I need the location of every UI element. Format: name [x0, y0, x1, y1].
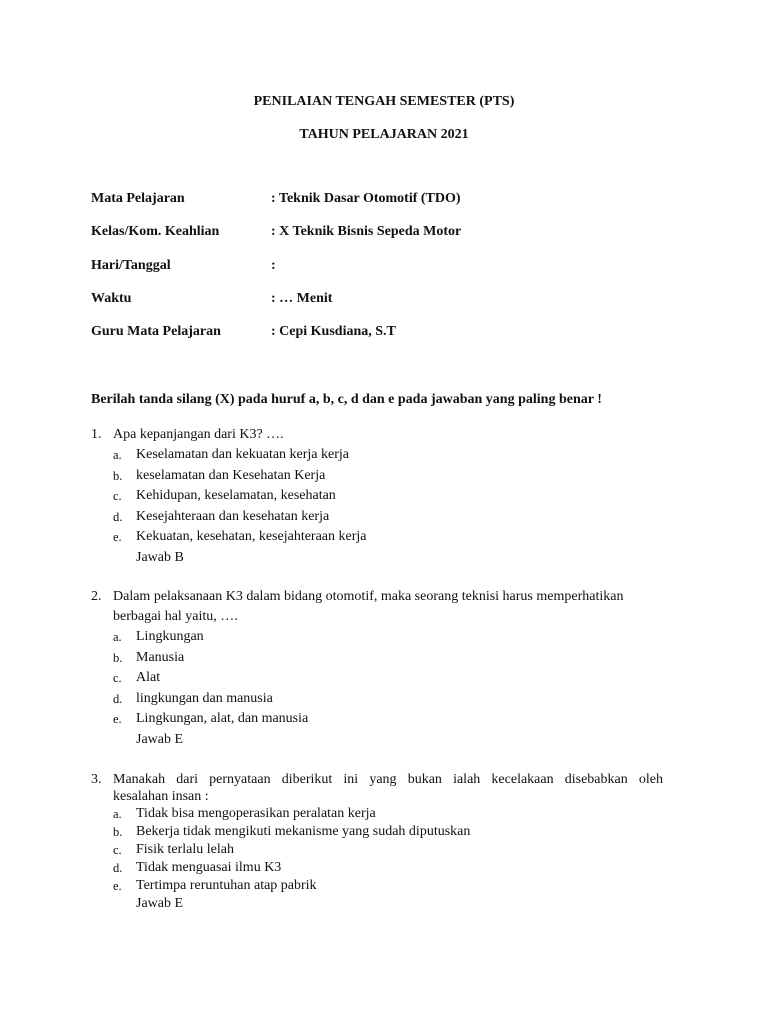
option-letter: c.: [113, 843, 122, 857]
option-c: [91, 841, 663, 859]
option-b: [91, 648, 663, 669]
info-value: : … Menit: [271, 291, 333, 306]
option-text: Kekuatan, kesehatan, kesejahteraan kerja: [136, 529, 367, 544]
option-letter: b.: [113, 468, 123, 483]
option-letter: d.: [113, 691, 123, 706]
question-number: 1.: [91, 427, 102, 442]
option-letter: d.: [113, 509, 123, 524]
exam-title: PENILAIAN TENGAH SEMESTER (PTS): [253, 94, 515, 109]
option-c: [91, 668, 663, 689]
option-text: Kesejahteraan dan kesehatan kerja: [136, 508, 330, 524]
option-letter: e.: [113, 712, 122, 726]
option-text: Keselamatan dan kekuatan kerja kerja: [136, 447, 350, 462]
option-text: Lingkungan, alat, dan manusia: [136, 711, 309, 726]
option-e: [91, 527, 663, 548]
option-letter: d.: [113, 861, 123, 875]
question-number: 3.: [91, 772, 102, 787]
option-letter: a.: [113, 448, 122, 462]
info-value: : Teknik Dasar Otomotif (TDO): [271, 191, 461, 206]
question-prompt: Manakah dari pernyataan diberikut ini yang bukan ialah kecelakaan disebabkan oleh: [113, 772, 663, 787]
option-text: Tertimpa reruntuhan atap pabrik: [136, 878, 317, 893]
option-d: [91, 689, 663, 710]
option-text: Kehidupan, keselamatan, kesehatan: [136, 488, 336, 503]
option-letter: a.: [113, 807, 122, 821]
info-label: Kelas/Kom. Keahlian: [91, 224, 220, 239]
question-number: 2.: [91, 589, 102, 604]
question-text: [91, 425, 663, 445]
option-text: Manusia: [136, 649, 185, 665]
option-letter: b.: [113, 825, 123, 839]
option-d: [91, 859, 663, 877]
info-label: Mata Pelajaran: [91, 191, 185, 206]
option-text: Fisik terlalu lelah: [136, 842, 234, 857]
option-e: [91, 877, 663, 895]
option-letter: c.: [113, 489, 122, 503]
academic-year: TAHUN PELAJARAN 2021: [299, 127, 469, 142]
option-a: [91, 445, 663, 466]
option-letter: e.: [113, 530, 122, 544]
option-b: [91, 466, 663, 487]
option-letter: a.: [113, 630, 122, 644]
question-1: [91, 425, 663, 568]
answer-key: Jawab E: [136, 731, 184, 747]
question-prompt: Dalam pelaksanaan K3 dalam bidang otomotif, maka seorang teknisi harus memperhatikan berbagai hal yaitu, ….: [113, 589, 624, 624]
answer-key: Jawab E: [136, 896, 184, 911]
info-label: Waktu: [91, 291, 132, 306]
info-value: : Cepi Kusdiana, S.T: [271, 324, 396, 339]
answer-key: Jawab B: [136, 549, 184, 565]
option-text: Tidak bisa mengoperasikan peralatan kerja: [136, 806, 376, 821]
info-value: : X Teknik Bisnis Sepeda Motor: [271, 224, 462, 239]
option-text: Bekerja tidak mengikuti mekanisme yang sudah diputuskan: [136, 824, 471, 839]
option-text: keselamatan dan Kesehatan Kerja: [136, 467, 326, 483]
option-d: [91, 507, 663, 528]
question-text: [91, 587, 663, 627]
question-3: [91, 771, 663, 913]
info-label: Hari/Tanggal: [91, 258, 171, 273]
option-text: Lingkungan: [136, 629, 204, 644]
option-letter: c.: [113, 671, 122, 685]
question-text: [91, 771, 663, 789]
option-e: [91, 709, 663, 730]
info-label: Guru Mata Pelajaran: [91, 324, 221, 339]
option-text: lingkungan dan manusia: [136, 690, 273, 706]
option-b: [91, 823, 663, 841]
instruction-text: Berilah tanda silang (X) pada huruf a, b, c, d dan e pada jawaban yang paling benar !: [91, 392, 602, 407]
option-text: Tidak menguasai ilmu K3: [136, 860, 282, 875]
question-2: [91, 587, 663, 750]
question-text-continued: kesalahan insan :: [113, 789, 209, 804]
info-value: :: [271, 258, 276, 273]
option-text: Alat: [136, 670, 161, 685]
option-letter: e.: [113, 879, 122, 893]
question-prompt: Apa kepanjangan dari K3? ….: [113, 427, 284, 442]
option-letter: b.: [113, 650, 123, 665]
option-c: [91, 486, 663, 507]
option-a: [91, 627, 663, 648]
option-a: [91, 805, 663, 823]
